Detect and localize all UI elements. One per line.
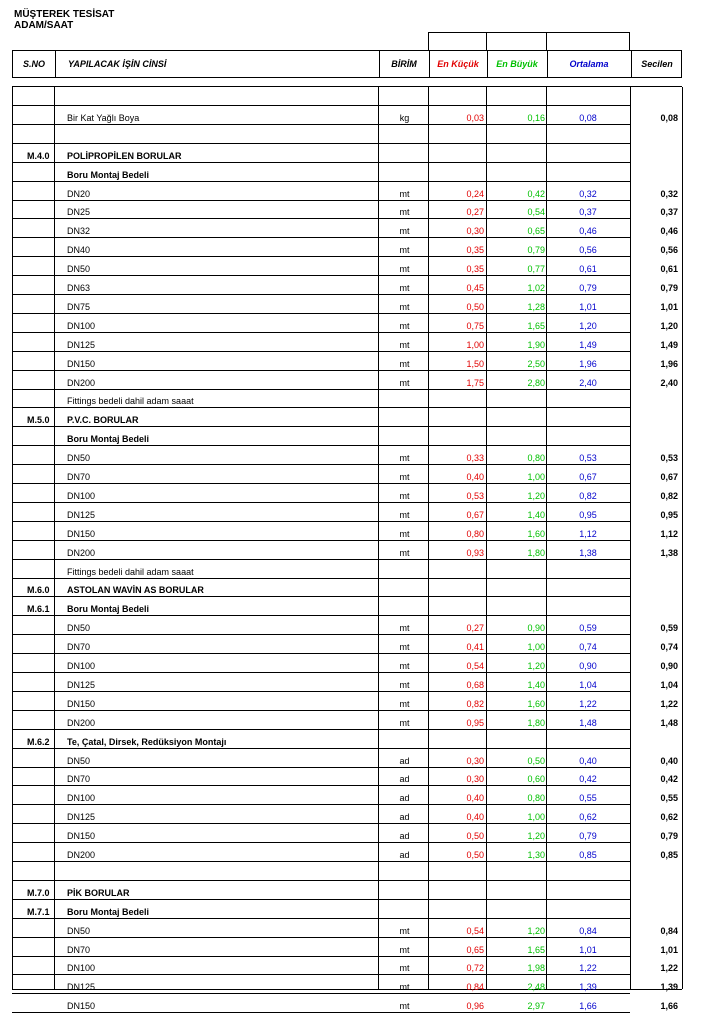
row-min-value: 1,00 xyxy=(466,339,484,350)
row-max-value: 2,50 xyxy=(527,358,545,369)
subsection-row xyxy=(12,730,682,749)
row-min-value: 0,50 xyxy=(466,850,484,860)
row-max-value: 2,48 xyxy=(527,982,545,993)
row-avg-value: 0,32 xyxy=(579,188,597,199)
row-description: Fittings bedeli dahil adam saaat xyxy=(67,566,194,577)
table-row xyxy=(12,749,682,768)
row-selected-value: 0,95 xyxy=(660,509,678,520)
table-row xyxy=(12,295,682,314)
row-avg-value: 1,66 xyxy=(579,1001,597,1012)
document-title: MÜŞTEREK TESİSAT xyxy=(14,9,115,20)
note-row xyxy=(12,389,682,408)
row-description: ASTOLAN WAVİN AS BORULAR xyxy=(67,585,204,596)
row-avg-value: 0,62 xyxy=(579,812,597,823)
row-selected-value: 0,82 xyxy=(660,490,678,501)
row-avg-value: 0,59 xyxy=(579,623,597,634)
row-avg-value: 0,40 xyxy=(579,755,597,766)
row-description: DN70 xyxy=(67,944,91,955)
table-row xyxy=(12,314,682,333)
row-max-value: 1,60 xyxy=(527,528,545,539)
row-avg-value: 0,84 xyxy=(579,925,597,936)
row-min-value: 0,84 xyxy=(466,982,484,993)
row-min-value: 0,50 xyxy=(466,831,484,842)
row-selected-value: 1,66 xyxy=(660,1001,678,1012)
row-min-value: 0,80 xyxy=(466,528,484,539)
row-max-value: 0,77 xyxy=(527,264,545,275)
row-unit: ad xyxy=(399,831,410,842)
row-max-value: 0,79 xyxy=(527,245,545,256)
row-avg-value: 1,12 xyxy=(579,528,597,539)
row-min-value: 1,50 xyxy=(466,358,484,369)
row-unit: mt xyxy=(399,982,410,993)
row-unit: mt xyxy=(399,358,410,369)
row-min-value: 0,30 xyxy=(466,755,484,766)
row-selected-value: 1,12 xyxy=(660,528,678,539)
row-max-value: 0,80 xyxy=(527,793,545,804)
row-avg-value: 1,38 xyxy=(579,547,597,558)
table-row xyxy=(12,182,682,201)
table-row xyxy=(12,711,682,730)
row-min-value: 0,50 xyxy=(466,301,484,312)
row-description: P.V.C. BORULAR xyxy=(67,415,139,426)
row-description: DN70 xyxy=(67,774,91,785)
row-unit: mt xyxy=(399,245,410,256)
row-avg-value: 1,22 xyxy=(579,963,597,974)
row-min-value: 0,96 xyxy=(466,1001,484,1012)
row-description: DN150 xyxy=(67,698,96,709)
row-min-value: 1,75 xyxy=(466,377,484,388)
table-row xyxy=(12,465,682,484)
subsection-row xyxy=(12,163,682,182)
row-selected-value: 0,79 xyxy=(660,831,678,842)
table-row xyxy=(12,371,682,390)
row-min-value: 0,40 xyxy=(466,793,484,804)
header-unit: BİRİM xyxy=(391,59,417,69)
row-unit: mt xyxy=(399,377,410,388)
row-avg-value: 1,20 xyxy=(579,320,597,331)
row-selected-value: 0,53 xyxy=(660,453,678,464)
section-row xyxy=(12,578,682,597)
row-description: DN20 xyxy=(67,188,91,199)
row-sno: M.4.0 xyxy=(27,150,50,161)
table-row xyxy=(12,238,682,257)
row-unit: mt xyxy=(399,472,410,482)
row-max-value: 0,16 xyxy=(527,112,545,123)
section-row xyxy=(12,881,682,900)
row-max-value: 1,40 xyxy=(527,679,545,690)
row-selected-value: 1,49 xyxy=(660,339,678,350)
row-min-value: 0,40 xyxy=(466,472,484,482)
row-description: DN100 xyxy=(67,320,96,331)
table-row xyxy=(12,843,682,862)
row-selected-value: 0,67 xyxy=(660,472,678,482)
row-avg-value: 0,55 xyxy=(579,793,597,804)
note-row xyxy=(12,560,682,579)
row-unit: mt xyxy=(399,661,410,671)
row-max-value: 2,80 xyxy=(527,377,545,388)
row-min-value: 0,75 xyxy=(466,320,484,331)
header-top-box-min xyxy=(428,32,486,50)
row-sno: M.6.1 xyxy=(27,604,50,615)
row-avg-value: 0,90 xyxy=(579,661,597,671)
row-avg-value: 1,22 xyxy=(579,698,597,709)
row-avg-value: 0,79 xyxy=(579,283,597,293)
row-selected-value: 2,40 xyxy=(660,377,678,388)
row-max-value: 1,02 xyxy=(527,283,545,293)
row-description: DN50 xyxy=(67,623,91,634)
row-avg-value: 1,01 xyxy=(579,301,597,312)
row-min-value: 0,45 xyxy=(466,283,484,293)
row-avg-value: 0,56 xyxy=(579,245,597,256)
table-row xyxy=(12,673,682,692)
row-min-value: 0,03 xyxy=(466,112,484,123)
table-row xyxy=(12,616,682,635)
row-avg-value: 1,49 xyxy=(579,339,597,350)
row-min-value: 0,30 xyxy=(466,226,484,237)
row-min-value: 0,33 xyxy=(466,453,484,464)
row-selected-value: 1,39 xyxy=(660,982,678,993)
row-selected-value: 0,08 xyxy=(660,112,678,123)
row-max-value: 0,60 xyxy=(527,774,545,785)
row-avg-value: 0,74 xyxy=(579,642,597,653)
blank-row xyxy=(12,862,682,881)
row-unit: mt xyxy=(399,717,410,728)
row-avg-value: 2,40 xyxy=(579,377,597,388)
row-max-value: 1,98 xyxy=(527,963,545,974)
row-description: DN50 xyxy=(67,453,91,464)
row-selected-value: 0,56 xyxy=(660,245,678,256)
row-max-value: 1,20 xyxy=(527,925,545,936)
table-row xyxy=(12,786,682,805)
table-row xyxy=(12,767,682,786)
row-description: DN200 xyxy=(67,717,96,728)
section-row xyxy=(12,144,682,163)
row-avg-value: 1,48 xyxy=(579,717,597,728)
table-row xyxy=(12,824,682,843)
table-row xyxy=(12,692,682,711)
row-description: DN70 xyxy=(67,472,91,482)
row-unit: mt xyxy=(399,490,410,501)
row-selected-value: 0,84 xyxy=(660,925,678,936)
row-avg-value: 1,39 xyxy=(579,982,597,993)
row-max-value: 0,65 xyxy=(527,226,545,237)
row-selected-value: 1,20 xyxy=(660,320,678,331)
blank-row xyxy=(12,87,682,106)
row-description: DN32 xyxy=(67,226,91,237)
row-description: POLİPROPİLEN BORULAR xyxy=(67,150,182,161)
table-row xyxy=(12,805,682,824)
row-description: DN100 xyxy=(67,793,96,804)
row-avg-value: 0,61 xyxy=(579,264,597,275)
row-sno: M.6.0 xyxy=(27,585,50,596)
row-selected-value: 0,85 xyxy=(660,850,678,860)
row-description: DN150 xyxy=(67,528,96,539)
row-avg-value: 0,95 xyxy=(579,509,597,520)
row-description: DN125 xyxy=(67,982,96,993)
row-min-value: 0,67 xyxy=(466,509,484,520)
row-description: Fittings bedeli dahil adam saaat xyxy=(67,396,194,407)
subsection-row xyxy=(12,427,682,446)
row-description: DN125 xyxy=(67,812,96,823)
row-min-value: 0,30 xyxy=(466,774,484,785)
row-max-value: 2,97 xyxy=(527,1001,545,1012)
row-description: DN50 xyxy=(67,755,91,766)
row-description: DN150 xyxy=(67,1001,96,1012)
table-row xyxy=(12,352,682,371)
table-header xyxy=(12,50,682,78)
row-avg-value: 1,96 xyxy=(579,358,597,369)
header-sno: S.NO xyxy=(22,59,45,69)
row-max-value: 1,00 xyxy=(527,642,545,653)
row-description: Boru Montaj Bedeli xyxy=(67,604,150,615)
row-unit: mt xyxy=(399,320,410,331)
row-unit: mt xyxy=(399,528,410,539)
row-max-value: 1,60 xyxy=(527,698,545,709)
document-subtitle: ADAM/SAAT xyxy=(14,20,74,31)
table-row xyxy=(12,522,682,541)
row-description: DN25 xyxy=(67,207,91,218)
row-selected-value: 0,55 xyxy=(660,793,678,804)
row-min-value: 0,27 xyxy=(466,207,484,218)
row-max-value: 1,00 xyxy=(527,812,545,823)
table-row xyxy=(12,919,682,938)
header-top-box-avg xyxy=(546,32,630,50)
row-description: DN40 xyxy=(67,245,91,256)
row-unit: mt xyxy=(399,226,410,237)
row-selected-value: 0,74 xyxy=(660,642,678,653)
row-min-value: 0,40 xyxy=(466,812,484,823)
row-min-value: 0,41 xyxy=(466,642,484,653)
row-description: DN200 xyxy=(67,377,96,388)
row-min-value: 0,27 xyxy=(466,623,484,634)
row-avg-value: 0,67 xyxy=(579,472,597,482)
row-selected-value: 1,22 xyxy=(660,963,678,974)
row-unit: mt xyxy=(399,698,410,709)
row-selected-value: 1,96 xyxy=(660,358,678,369)
row-avg-value: 0,37 xyxy=(579,207,597,218)
table-row xyxy=(12,503,682,522)
table-row xyxy=(12,106,682,125)
row-max-value: 1,90 xyxy=(527,339,545,350)
row-avg-value: 0,46 xyxy=(579,226,597,237)
row-selected-value: 1,01 xyxy=(660,944,678,955)
row-min-value: 0,65 xyxy=(466,944,484,955)
row-unit: ad xyxy=(399,812,410,823)
row-unit: mt xyxy=(399,264,410,275)
row-unit: mt xyxy=(399,623,410,634)
row-selected-value: 0,40 xyxy=(660,755,678,766)
header-top-box-max xyxy=(486,32,546,50)
row-description: DN125 xyxy=(67,339,96,350)
row-unit: mt xyxy=(399,339,410,350)
row-min-value: 0,93 xyxy=(466,547,484,558)
row-unit: ad xyxy=(399,793,410,804)
row-description: Boru Montaj Bedeli xyxy=(67,169,150,180)
row-max-value: 0,54 xyxy=(527,207,545,218)
table-row xyxy=(12,333,682,352)
table-row xyxy=(12,635,682,654)
table-row xyxy=(12,975,682,994)
row-description: Boru Montaj Bedeli xyxy=(67,906,150,917)
row-min-value: 0,24 xyxy=(466,188,484,199)
row-selected-value: 0,37 xyxy=(660,207,678,218)
row-unit: mt xyxy=(399,207,410,218)
row-avg-value: 1,04 xyxy=(579,679,597,690)
table-row xyxy=(12,994,682,1013)
row-unit: mt xyxy=(399,679,410,690)
row-min-value: 0,72 xyxy=(466,963,484,974)
row-selected-value: 1,04 xyxy=(660,679,678,690)
row-selected-value: 0,46 xyxy=(660,226,678,237)
row-unit: mt xyxy=(399,283,410,293)
row-description: DN200 xyxy=(67,547,96,558)
row-max-value: 1,20 xyxy=(527,831,545,842)
blank-row xyxy=(12,125,682,144)
row-min-value: 0,54 xyxy=(466,925,484,936)
row-selected-value: 1,22 xyxy=(660,698,678,709)
row-max-value: 1,80 xyxy=(527,717,545,728)
row-description: Boru Montaj Bedeli xyxy=(67,434,150,445)
row-description: DN75 xyxy=(67,301,91,312)
table-row xyxy=(12,219,682,238)
row-unit: mt xyxy=(399,1001,410,1012)
row-avg-value: 0,53 xyxy=(579,453,597,464)
row-max-value: 1,80 xyxy=(527,547,545,558)
row-max-value: 1,30 xyxy=(527,850,545,860)
row-max-value: 0,90 xyxy=(527,623,545,634)
row-min-value: 0,54 xyxy=(466,661,484,671)
row-max-value: 1,65 xyxy=(527,320,545,331)
row-min-value: 0,35 xyxy=(466,245,484,256)
row-max-value: 0,50 xyxy=(527,755,545,766)
row-sno: M.7.1 xyxy=(27,906,50,917)
row-min-value: 0,68 xyxy=(466,679,484,690)
row-min-value: 0,53 xyxy=(466,490,484,501)
row-unit: mt xyxy=(399,547,410,558)
row-max-value: 1,65 xyxy=(527,944,545,955)
row-description: DN70 xyxy=(67,642,91,653)
row-max-value: 1,40 xyxy=(527,509,545,520)
row-unit: ad xyxy=(399,850,410,860)
table-row xyxy=(12,446,682,465)
row-description: Te, Çatal, Dirsek, Redüksiyon Montajı xyxy=(67,736,227,747)
row-description: DN200 xyxy=(67,850,96,860)
row-unit: mt xyxy=(399,509,410,520)
row-selected-value: 0,62 xyxy=(660,812,678,823)
row-selected-value: 0,32 xyxy=(660,188,678,199)
row-max-value: 1,20 xyxy=(527,490,545,501)
row-avg-value: 0,85 xyxy=(579,850,597,860)
row-unit: mt xyxy=(399,188,410,199)
row-description: DN100 xyxy=(67,661,96,671)
header-avg: Ortalama xyxy=(569,59,609,69)
header-sel: Secilen xyxy=(641,59,673,69)
row-description: DN150 xyxy=(67,831,96,842)
row-description: PİK BORULAR xyxy=(67,887,130,898)
row-description: DN150 xyxy=(67,358,96,369)
row-unit: mt xyxy=(399,925,410,936)
table-row xyxy=(12,276,682,295)
row-avg-value: 0,42 xyxy=(579,774,597,785)
row-sno: M.7.0 xyxy=(27,887,50,898)
row-unit: ad xyxy=(399,755,410,766)
row-unit: mt xyxy=(399,642,410,653)
row-description: Bir Kat Yağlı Boya xyxy=(67,112,140,123)
row-selected-value: 0,90 xyxy=(660,661,678,671)
section-row xyxy=(12,408,682,427)
row-description: DN50 xyxy=(67,264,91,275)
row-max-value: 1,28 xyxy=(527,301,545,312)
row-unit: kg xyxy=(399,112,410,123)
row-avg-value: 0,08 xyxy=(579,112,597,123)
row-description: DN100 xyxy=(67,490,96,501)
row-sno: M.6.2 xyxy=(27,736,50,747)
row-unit: ad xyxy=(399,774,410,785)
row-max-value: 1,00 xyxy=(527,472,545,482)
row-max-value: 0,80 xyxy=(527,453,545,464)
data-table xyxy=(12,86,682,1012)
row-min-value: 0,95 xyxy=(466,717,484,728)
table-row xyxy=(12,257,682,276)
row-description: DN100 xyxy=(67,963,96,974)
row-min-value: 0,82 xyxy=(466,698,484,709)
row-selected-value: 0,61 xyxy=(660,264,678,275)
header-max: En Büyük xyxy=(496,59,538,69)
header-name: YAPILACAK İŞİN CİNSİ xyxy=(68,59,167,69)
header-min: En Küçük xyxy=(437,59,479,69)
row-max-value: 0,42 xyxy=(527,188,545,199)
row-max-value: 1,20 xyxy=(527,661,545,671)
table-row xyxy=(12,956,682,975)
row-selected-value: 0,59 xyxy=(660,623,678,634)
row-selected-value: 1,48 xyxy=(660,717,678,728)
row-description: DN125 xyxy=(67,679,96,690)
subsection-row xyxy=(12,900,682,919)
row-selected-value: 0,42 xyxy=(660,774,678,785)
row-avg-value: 1,01 xyxy=(579,944,597,955)
row-unit: mt xyxy=(399,963,410,974)
table-row xyxy=(12,541,682,560)
row-description: DN125 xyxy=(67,509,96,520)
table-row xyxy=(12,938,682,957)
row-unit: mt xyxy=(399,453,410,464)
row-sno: M.5.0 xyxy=(27,415,50,426)
table-row xyxy=(12,200,682,219)
table-row xyxy=(12,484,682,503)
subsection-row xyxy=(12,597,682,616)
row-unit: mt xyxy=(399,301,410,312)
table-row xyxy=(12,654,682,673)
row-min-value: 0,35 xyxy=(466,264,484,275)
row-avg-value: 0,82 xyxy=(579,490,597,501)
row-avg-value: 0,79 xyxy=(579,831,597,842)
row-selected-value: 0,79 xyxy=(660,283,678,293)
row-description: DN50 xyxy=(67,925,91,936)
row-selected-value: 1,38 xyxy=(660,547,678,558)
row-description: DN63 xyxy=(67,283,91,293)
row-unit: mt xyxy=(399,944,410,955)
row-selected-value: 1,01 xyxy=(660,301,678,312)
